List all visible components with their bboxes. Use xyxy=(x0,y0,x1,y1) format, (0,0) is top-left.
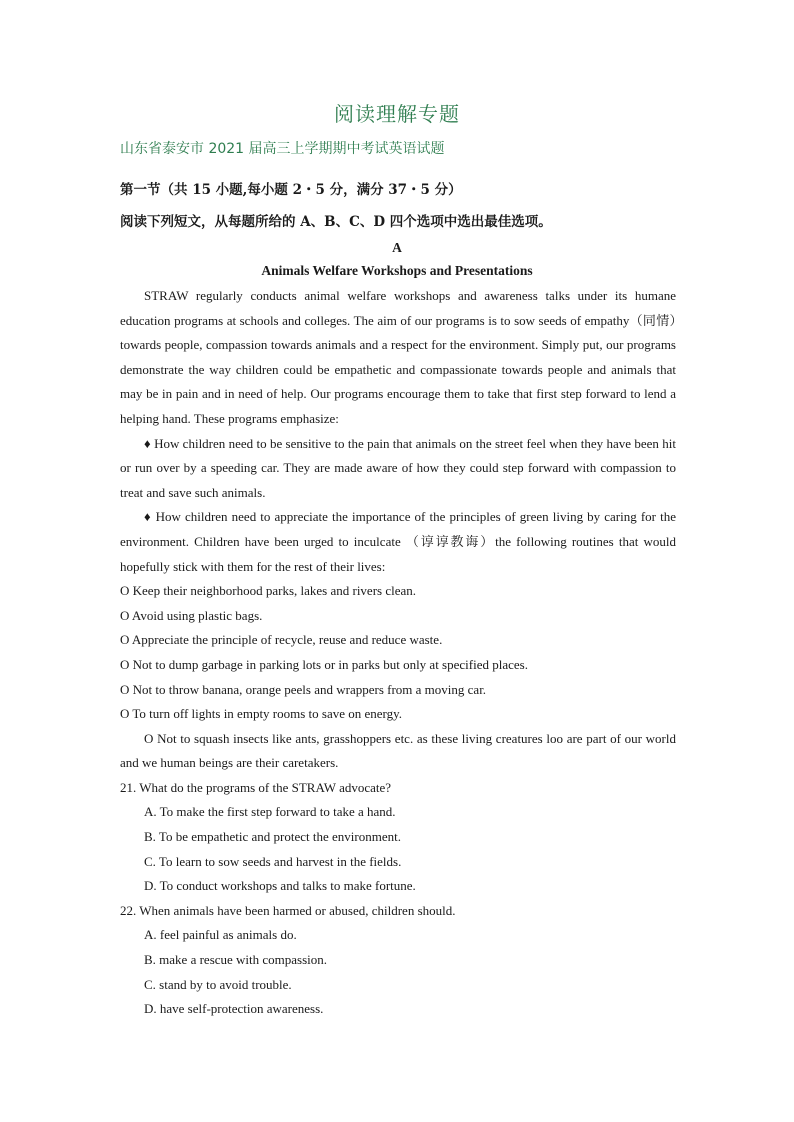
answer-option: A. To make the first step forward to take a hand. xyxy=(144,804,396,820)
paragraph-bullet-2: ♦ How children need to appreciate the importance of the principles of green living by caring for the environment. Children have been urged to inculcate （谆谆教诲）the following routines that would hopefully stick with them for the rest of their lives: xyxy=(120,509,676,574)
answer-option: C. stand by to avoid trouble. xyxy=(144,976,292,992)
passage-title: Animals Welfare Workshops and Presentations xyxy=(261,263,533,278)
question-stem: 21. What do the programs of the STRAW advocate? xyxy=(120,779,392,795)
answer-option: B. To be empathetic and protect the environment. xyxy=(144,829,401,845)
answer-option: C. To learn to sow seeds and harvest in the fields. xyxy=(144,853,402,869)
section-heading: 第一节（共 15 小题,每小题 2・5 分，满分 37・5 分） xyxy=(120,182,462,198)
document-title: 阅读理解专题 xyxy=(334,102,460,126)
routine-item-last: O Not to squash insects like ants, grasshoppers etc. as these living creatures loo are part of our world and we human beings are their caretakers. xyxy=(120,730,676,771)
routine-item: O Avoid using plastic bags. xyxy=(120,607,263,623)
paragraph-intro: STRAW regularly conducts animal welfare workshops and awareness talks under its humane education programs at schools and colleges. The aim of our programs is to sow seeds of empathy（同情）towards people, compassion towards animals and a respect for the environment. Simply put, our programs demonstrate the way children could be empathetic and compassionate towards people and animals that may be in pain and in need of help. Our programs encourage them to take that first step forward to lend a helping hand. These programs emphasize: xyxy=(120,288,676,426)
question-stem: 22. When animals have been harmed or abused, children should. xyxy=(120,902,456,918)
passage-letter: A xyxy=(392,240,402,255)
routine-item: O To turn off lights in empty rooms to save on energy. xyxy=(120,706,403,722)
answer-option: A. feel painful as animals do. xyxy=(144,927,297,943)
paragraph-bullet-1: ♦ How children need to be sensitive to the pain that animals on the street feel when they have been hit or run over by a speeding car. They are made aware of how they could step forward with compassion to treat and save such animals. xyxy=(120,435,676,500)
answer-option: D. have self-protection awareness. xyxy=(144,1001,324,1017)
routine-item: O Appreciate the principle of recycle, reuse and reduce waste. xyxy=(120,632,443,648)
passage-body xyxy=(120,284,676,1022)
routine-item: O Not to dump garbage in parking lots or in parks but only at specified places. xyxy=(120,656,528,672)
exam-source: 山东省泰安市 2021 届高三上学期期中考试英语试题 xyxy=(120,141,445,157)
routine-item: O Not to throw banana, orange peels and wrappers from a moving car. xyxy=(120,681,487,697)
answer-option: D. To conduct workshops and talks to make fortune. xyxy=(144,878,416,894)
routine-item: O Keep their neighborhood parks, lakes and rivers clean. xyxy=(120,583,417,599)
reading-instructions: 阅读下列短文，从每题所给的 A、B、C、D 四个选项中选出最佳选项。 xyxy=(120,214,552,230)
answer-option: B. make a rescue with compassion. xyxy=(144,952,328,968)
